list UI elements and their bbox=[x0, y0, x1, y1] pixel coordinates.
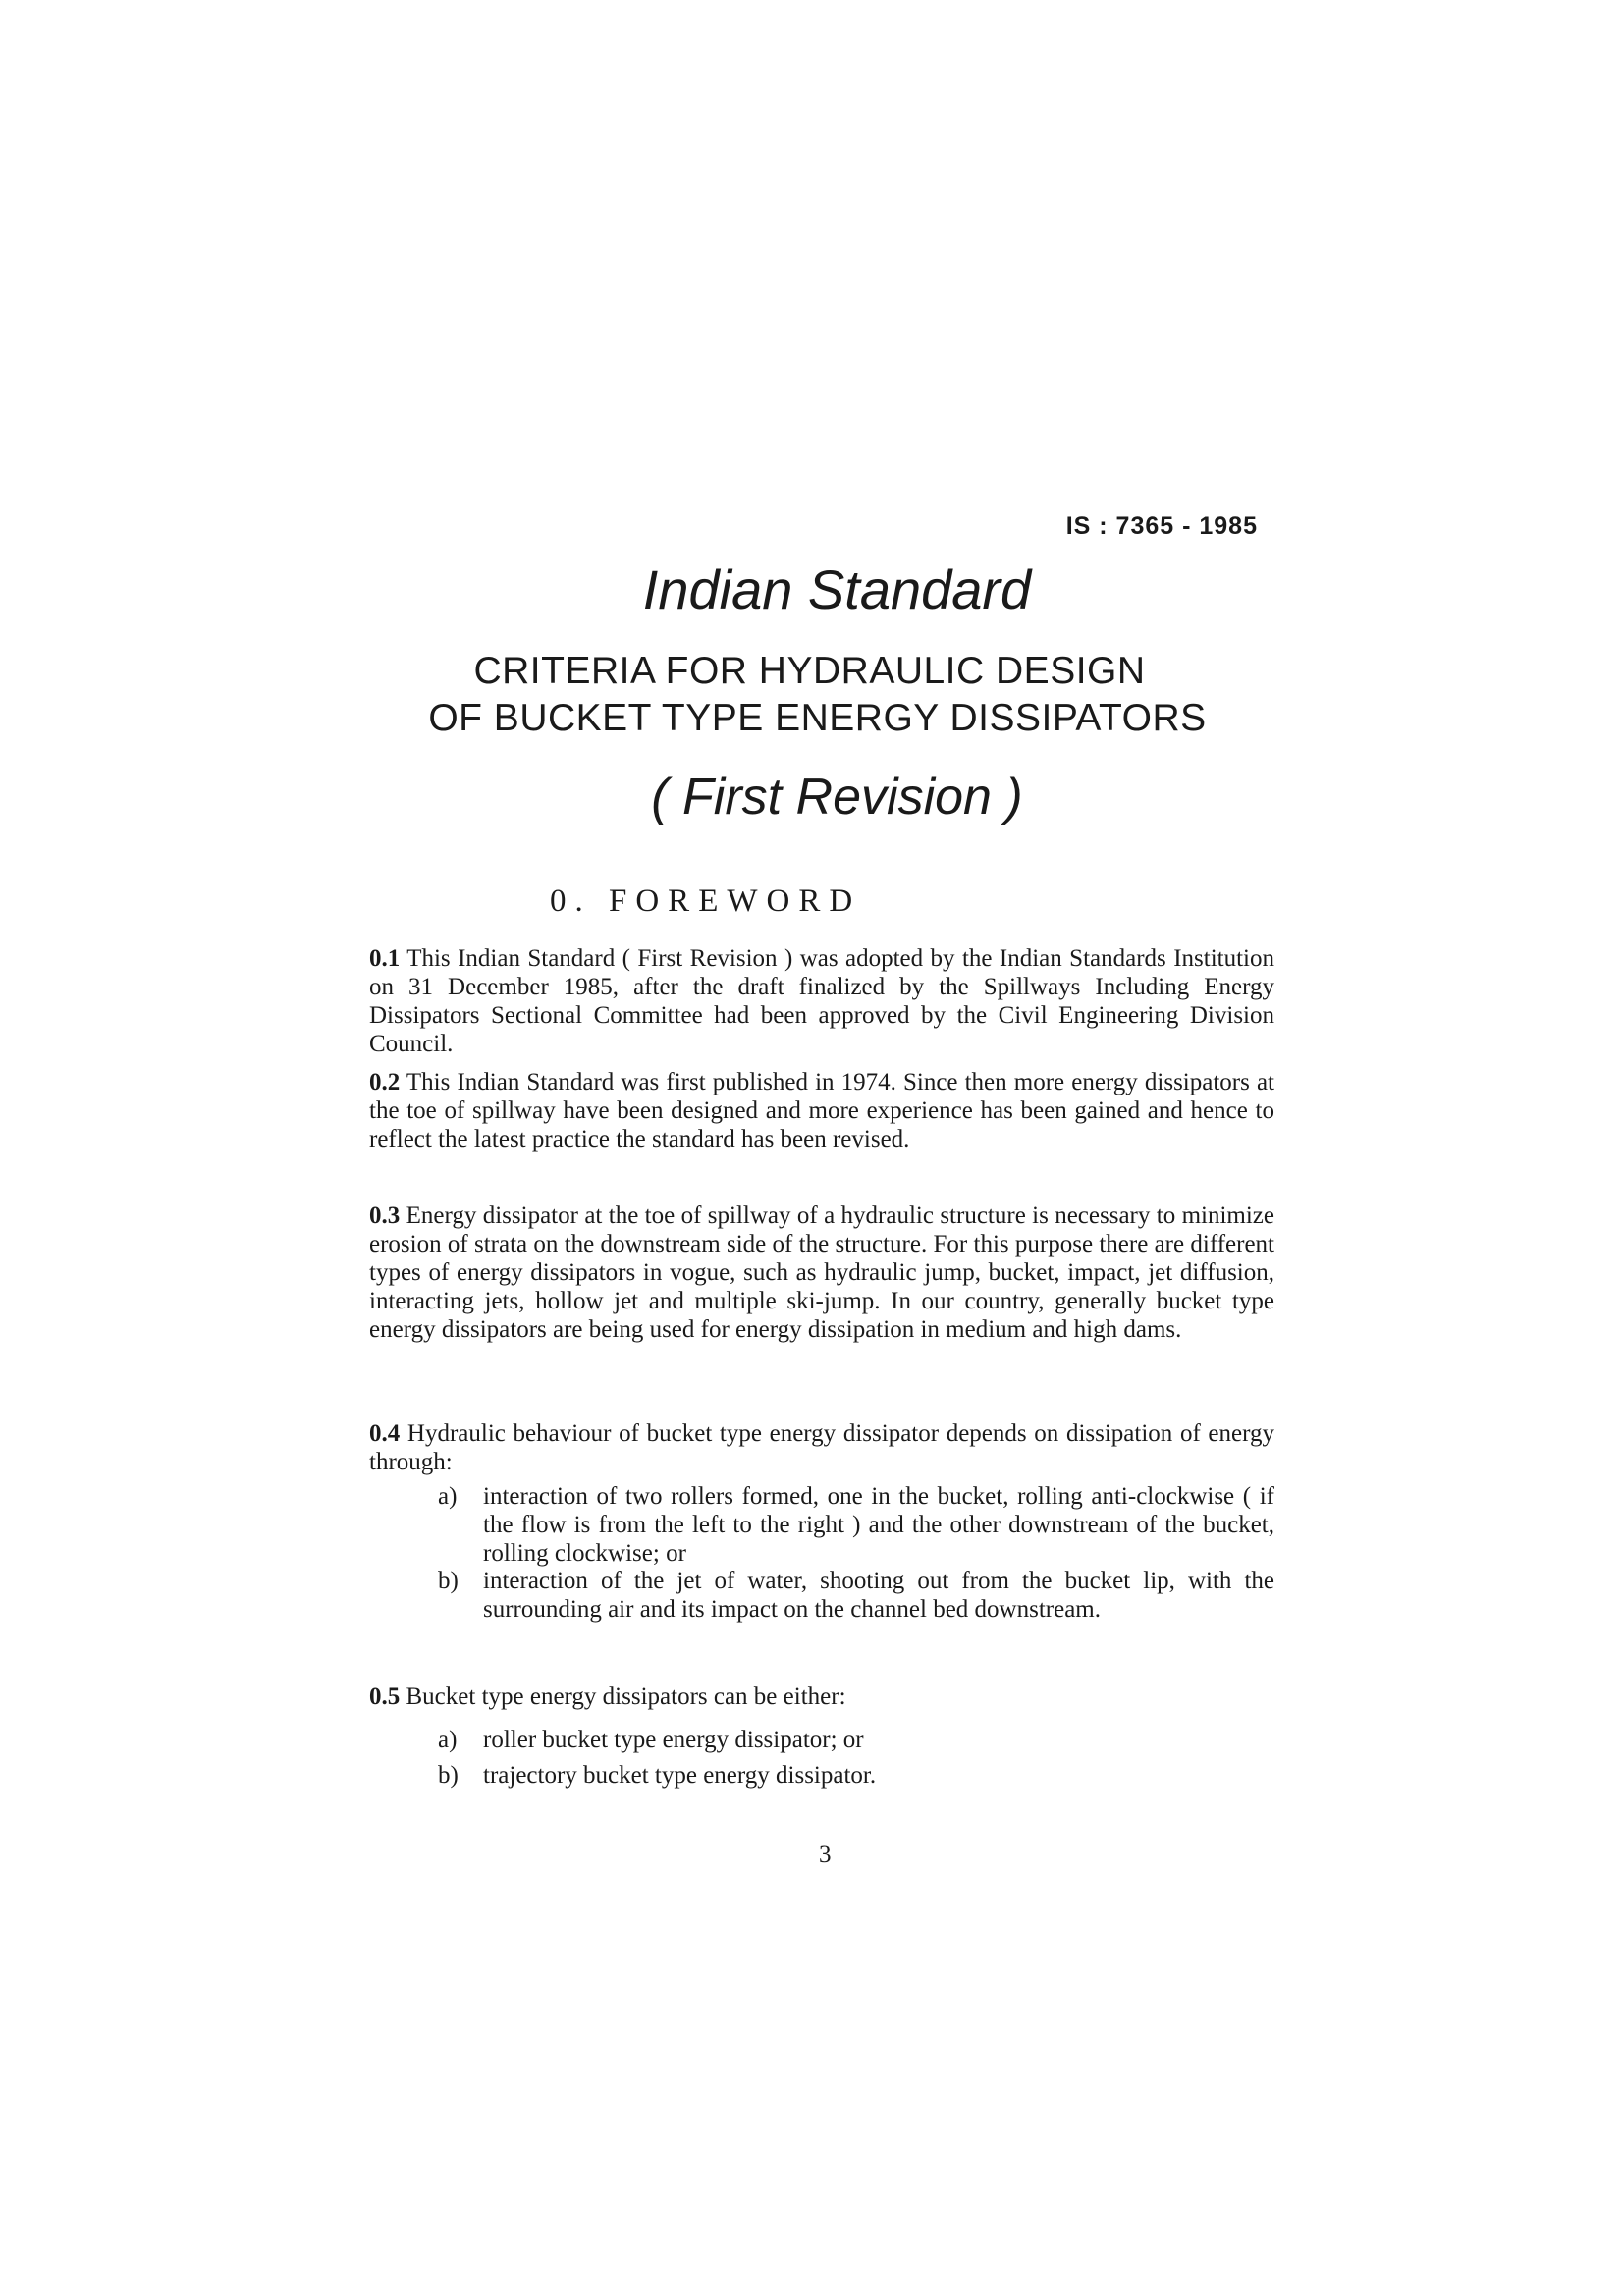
list-marker: b) bbox=[438, 1762, 459, 1789]
clause-number: 0.1 bbox=[369, 945, 401, 972]
clause-text: This Indian Standard ( First Revision ) was adopted by the Indian Standards Institution on 31 December 1985, after the draft finalized by the Spillways Including Energy Dissipators Sectional Committee had been approved by the Civil Engineering Division Council. bbox=[369, 945, 1274, 1057]
list-item bbox=[438, 1726, 1274, 1754]
revision-label: ( First Revision ) bbox=[651, 769, 1023, 826]
foreword-heading: 0. FOREWORD bbox=[550, 883, 862, 919]
clause-0-4 bbox=[369, 1419, 1274, 1476]
list-item-text: interaction of two rollers formed, one in the bucket, rolling anti-clockwise ( if the flow is from the left to the right ) and the other downstream of the bucket, rolling clockwise; or bbox=[483, 1483, 1274, 1567]
clause-number: 0.2 bbox=[369, 1069, 401, 1095]
list-marker: a) bbox=[438, 1727, 458, 1753]
list-marker: b) bbox=[438, 1568, 459, 1594]
list-item-text: roller bucket type energy dissipator; or bbox=[483, 1727, 864, 1753]
clause-0-2 bbox=[369, 1068, 1274, 1153]
list-item-text: interaction of the jet of water, shooting out from the bucket lip, with the surrounding air and its impact on the channel bed downstream. bbox=[483, 1568, 1274, 1623]
clause-0-3 bbox=[369, 1201, 1274, 1344]
clause-text: Energy dissipator at the toe of spillway of a hydraulic structure is necessary to minimize erosion of strata on the downstream side of the structure. For this purpose there are different types of energy dissipators in vogue, such as hydraulic jump, bucket, impact, jet diffusion, interacting jets, hollow jet and multiple ski-jump. In our country, generally bucket type energy dissipators are being used for energy dissipation in medium and high dams. bbox=[369, 1202, 1274, 1343]
list-marker: a) bbox=[438, 1483, 458, 1510]
clause-text: This Indian Standard was first published in 1974. Since then more energy dissipators at the toe of spillway have been designed and more experience has been gained and hence to reflect the latest practice the standard has been revised. bbox=[369, 1069, 1274, 1152]
clause-number: 0.4 bbox=[369, 1420, 401, 1447]
list-item-text: trajectory bucket type energy dissipator. bbox=[483, 1762, 877, 1789]
clause-text: Hydraulic behaviour of bucket type energy dissipator depends on dissipation of energy through: bbox=[369, 1420, 1274, 1475]
clause-0-1 bbox=[369, 944, 1274, 1058]
document-title-line-1: CRITERIA FOR HYDRAULIC DESIGN bbox=[473, 650, 1146, 692]
list-item bbox=[438, 1761, 1274, 1789]
standard-number: IS : 7365 - 1985 bbox=[1065, 512, 1258, 540]
document-org-title: Indian Standard bbox=[642, 559, 1032, 620]
clause-text: Bucket type energy dissipators can be either: bbox=[406, 1683, 846, 1710]
list-item bbox=[438, 1567, 1274, 1624]
list-item bbox=[438, 1482, 1274, 1568]
page-number: 3 bbox=[819, 1842, 832, 1868]
document-title-line-2: OF BUCKET TYPE ENERGY DISSIPATORS bbox=[428, 697, 1207, 739]
clause-number: 0.3 bbox=[369, 1202, 401, 1229]
clause-number: 0.5 bbox=[369, 1683, 401, 1710]
clause-0-5 bbox=[369, 1682, 1274, 1711]
